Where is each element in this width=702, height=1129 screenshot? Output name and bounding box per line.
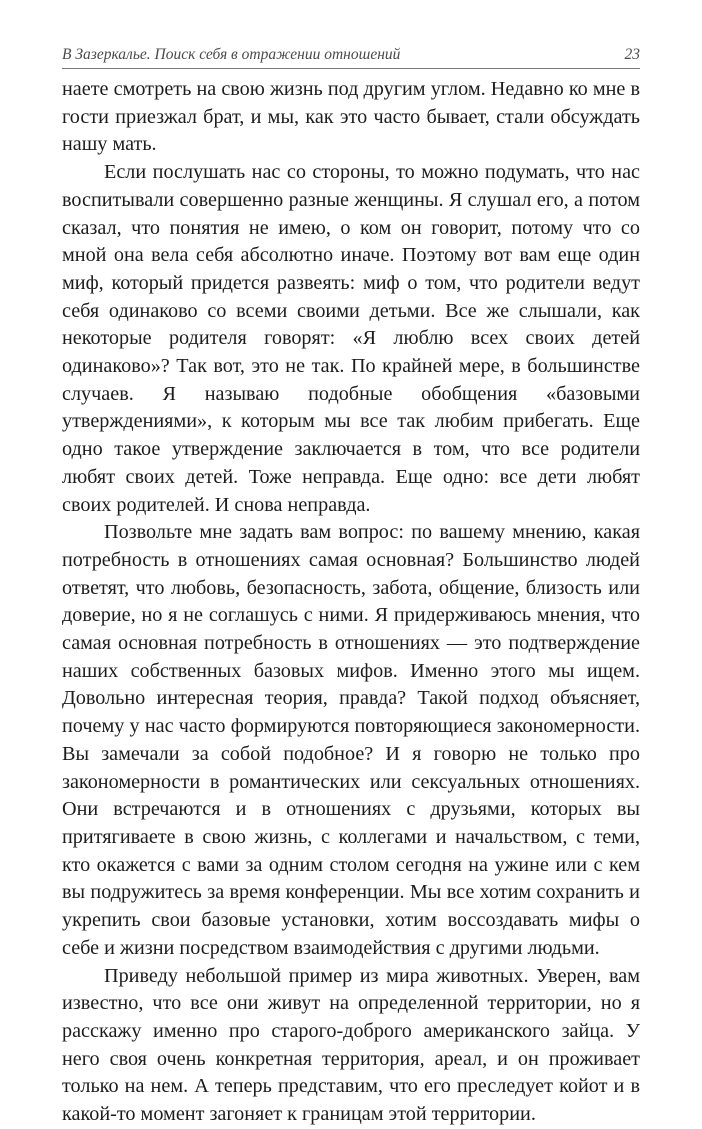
paragraph: Если послушать нас со стороны, то можно подумать, что нас воспитывали совершенно разные женщины. Я слушал его, а потом сказал, что понятия не имею, о ком он говорит, потому что со мной она вела себя абсолютно иначе. Поэтому вот вам еще один миф, который придется развеять: миф о том, что родители ведут себя одинаково со всеми своими детьми. Все же слышали, как некоторые родителя говорят: «Я люблю всех своих детей одинаково»? Так вот, это не так. По крайней мере, в большинстве случаев. Я называю подобные обобщения «базовыми утверждениями», к которым мы все так любим прибегать. Еще одно такое утверждение заключается в том, что все родители любят своих детей. Тоже неправда. Еще одно: все дети любят своих родителей. И снова неправда. (62, 161, 640, 516)
running-title: В Зазеркалье. Поиск себя в отражении отношений (62, 46, 401, 63)
paragraph-continuation: наете смотреть на свою жизнь под другим углом. Недавно ко мне в гости приезжал брат, и мы, как это часто бывает, стали обсуждать нашу мать. (62, 78, 640, 156)
paragraph: Позвольте мне задать вам вопрос: по вашему мнению, какая потребность в отношениях самая основная? Большинство людей ответят, что любовь, безопасность, забота, общение, близость или доверие, но я не соглашусь с ними. Я придерживаюсь мнения, что самая основная потребность в отношениях — это подтверждение наших собственных базовых мифов. Именно этого мы ищем. Довольно интересная теория, правда? Такой подход объясняет, почему у нас часто формируются повторяющиеся закономерности. Вы замечали за собой подобное? И я говорю не только про закономерности в романтических или сексуальных отношениях. Они встречаются и в отношениях с друзьями, которых вы притягиваете в свою жизнь, с коллегами и начальством, с теми, кто окажется с вами за одним столом сегодня на ужине или с кем вы подружитесь за время конференции. Мы все хотим сохранить и укрепить свои базовые установки, хотим воссоздавать мифы о себе и жизни посредством взаимодействия с другими людьми. (62, 521, 640, 959)
paragraph: Приведу небольшой пример из мира животных. Уверен, вам известно, что все они живут на определенной территории, но я расскажу именно про старого-доброго американского зайца. У него своя очень конкретная территория, ареал, и он проживает только на нем. А теперь представим, что его преследует койот и в какой-то момент загоняет к границам этой территории. (62, 964, 640, 1126)
running-header (62, 46, 640, 66)
header-rule (62, 68, 640, 69)
page-number: 23 (624, 46, 640, 63)
body-text (62, 76, 640, 1129)
